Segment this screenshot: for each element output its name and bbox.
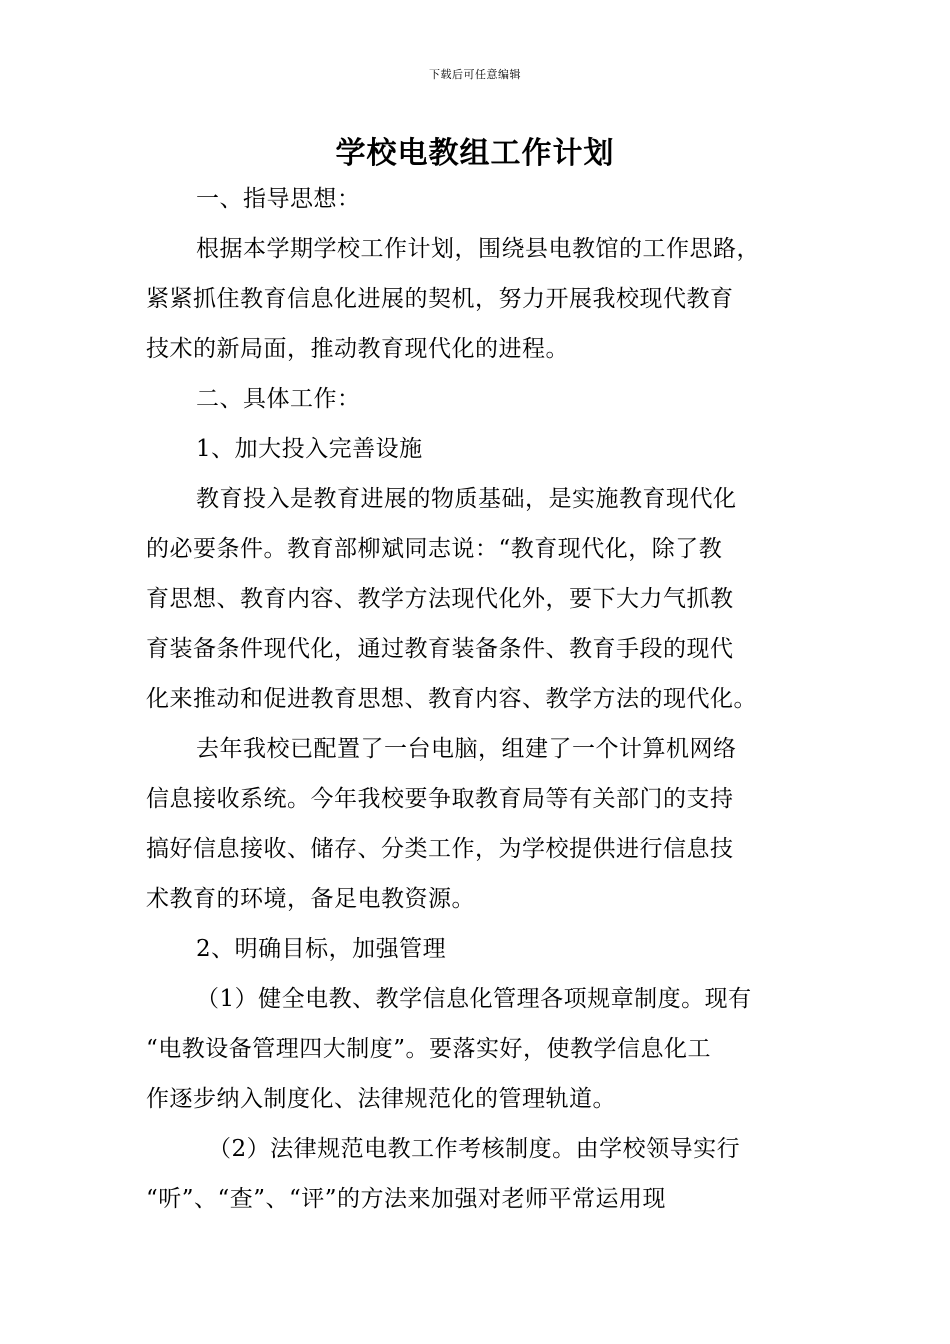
paragraph-line: “听”、“查”、“评”的方法来加强对老师平常运用现: [146, 1186, 667, 1212]
paragraph-line: 术教育的环境，备足电教资源。: [146, 886, 475, 912]
subsection-heading: 1、加大投入完善设施: [196, 436, 423, 462]
subsection-heading: 2、明确目标，加强管理: [196, 936, 447, 962]
paragraph-line: 根据本学期学校工作计划，围绕县电教馆的工作思路，: [196, 236, 760, 262]
paragraph-line: （1）健全电教、教学信息化管理各项规章制度。现有: [196, 986, 752, 1012]
paragraph-line: “电教设备管理四大制度”。要落实好，使教学信息化工: [146, 1036, 712, 1062]
paragraph-line: （2）法律规范电教工作考核制度。由学校领导实行: [208, 1136, 741, 1162]
paragraph-line: 教育投入是教育进展的物质基础，是实施教育现代化: [196, 486, 737, 512]
paragraph-line: 作逐步纳入制度化、法律规范化的管理轨道。: [146, 1086, 616, 1112]
header-note: 下载后可任意编辑: [429, 68, 521, 81]
paragraph-line: 技术的新局面，推动教育现代化的进程。: [146, 336, 569, 362]
paragraph-line: 搞好信息接收、储存、分类工作，为学校提供进行信息技: [146, 836, 734, 862]
paragraph-line: 育思想、教育内容、教学方法现代化外，要下大力气抓教: [146, 586, 734, 612]
paragraph-line: 紧紧抓住教育信息化进展的契机，努力开展我校现代教育: [146, 286, 734, 312]
document-title: 学校电教组工作计划: [335, 136, 615, 171]
section-heading: 一、指导思想：: [196, 186, 361, 212]
paragraph-line: 育装备条件现代化，通过教育装备条件、教育手段的现代: [146, 636, 734, 662]
paragraph-line: 的必要条件。教育部柳斌同志说：“教育现代化，除了教: [146, 536, 723, 562]
section-heading: 二、具体工作：: [196, 386, 361, 412]
paragraph-line: 去年我校已配置了一台电脑，组建了一个计算机网络: [196, 736, 737, 762]
paragraph-line: 信息接收系统。今年我校要争取教育局等有关部门的支持: [146, 786, 734, 812]
paragraph-line: 化来推动和促进教育思想、教育内容、教学方法的现代化。: [146, 686, 757, 712]
